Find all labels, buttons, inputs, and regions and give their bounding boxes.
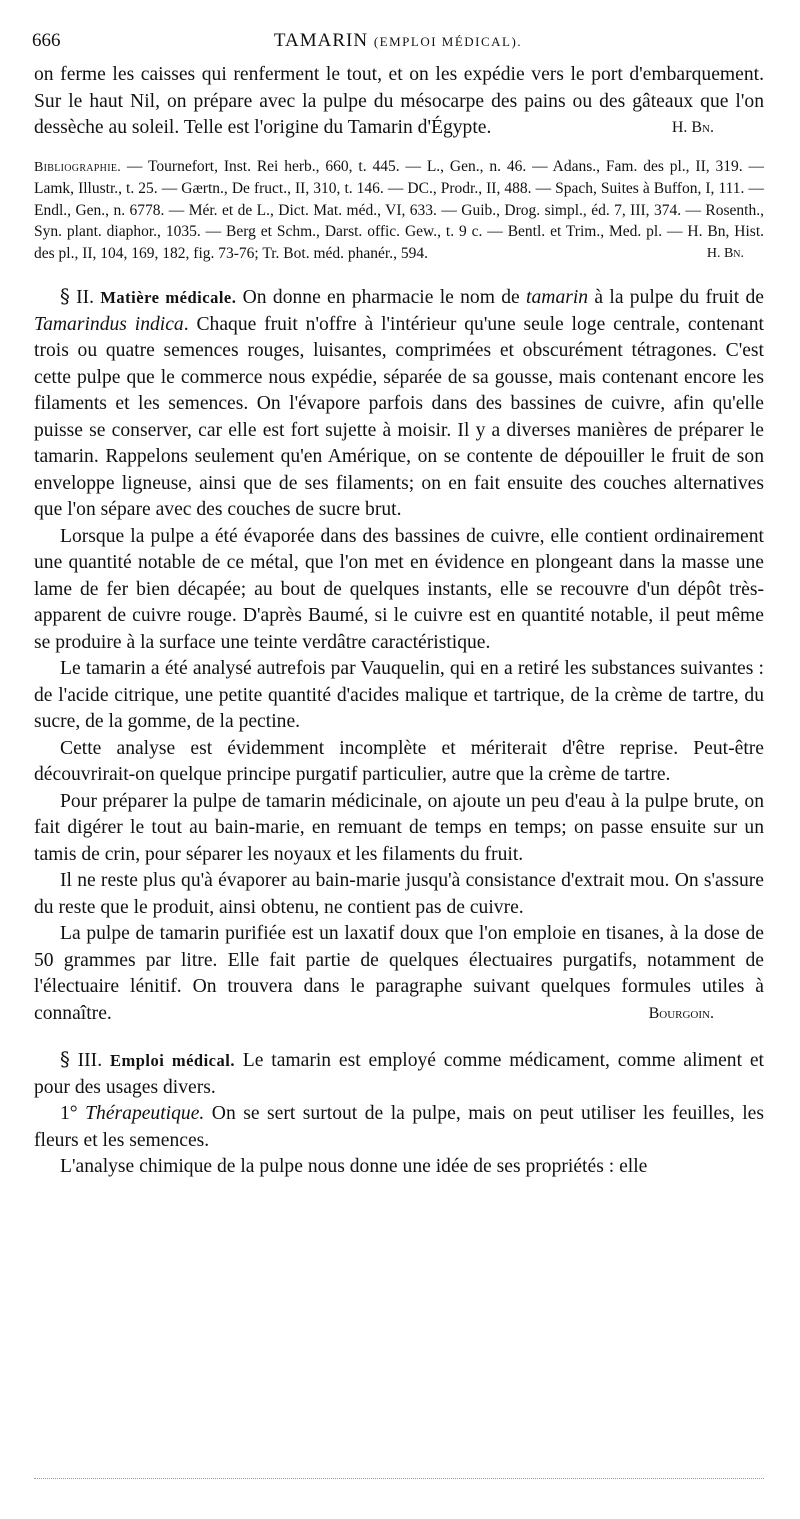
page-body (34, 62, 764, 1181)
section-2-term: tamarin (526, 287, 589, 308)
section-2-paragraph-6: Il ne reste plus qu'à évaporer au bain-marie jusqu'à consistance d'extrait mou. On s'assure du reste que le produit, ainsi obtenu, ne contient pas de cuivre. (34, 870, 764, 918)
section-2-paragraph-2: Lorsque la pulpe a été évaporée dans des bassines de cuivre, elle contient ordinairement une quantité notable de ce métal, que l'on met en évidence en plongeant dans la masse une lame de fer bien décapée; au bout de quelques instants, elle se recouvre d'un dépôt très-apparent de cuivre rouge. D'après Baumé, si le cuivre est en quantité notable, il peut même se produire à la surface une teinte verdâtre caractéristique. (34, 525, 764, 653)
section-2-heading: Matière médicale. (100, 288, 237, 307)
section-3-paragraph-2 (34, 1101, 764, 1154)
section-3-heading: Emploi médical. (109, 1051, 235, 1070)
section-2-paragraph-3: Le tamarin a été analysé autrefois par Vauquelin, qui en a retiré les substances suivantes : de l'acide citrique, une petite quantité d'acides malique et tartrique, de la crème de tartre, du sucre, de la gomme, de la pectine. (34, 658, 764, 732)
section-2-paragraph-7 (34, 921, 764, 1027)
section-2-text-c: . Chaque fruit n'offre à l'intérieur qu'une seule loge centrale, contenant trois ou quatre semences rouges, luisantes, comprimées et obscurément tétragones. C'est cette pulpe que le commerce nous expédie, séparée de sa gousse, mais contenant encore les filaments et les semences. On l'évapore parfois dans des bassines de cuivre, afin qu'elle puisse se conserver, car elle est fort sujette à moisir. Il y a diverses manières de préparer le tamarin. Rappelons seulement qu'en Amérique, on se contente de dépouiller le fruit de son enveloppe ligneuse, ainsi que de ses filaments; on en fait ensuite des couches alternatives que l'on sépare avec des couches de sucre brut. (34, 313, 764, 520)
section-2-numeral: II. (76, 287, 95, 308)
section-2-paragraph-7-text: La pulpe de tamarin purifiée est un laxatif doux que l'on emploie en tisanes, à la dose de 50 grammes par litre. Elle fait partie de quelques électuaires purgatifs, notamment de l'électuaire lénitif. On trouvera dans le paragraphe suivant quelques formules utiles à connaître. (34, 923, 764, 1024)
section-3-paragraph-1 (34, 1047, 764, 1101)
bibliography-signature: H. Bn. (706, 245, 744, 261)
section-3-numeral: III. (77, 1050, 103, 1071)
intro-paragraph (34, 62, 764, 142)
running-title (32, 30, 764, 52)
bibliography-label: Bibliographie. (34, 159, 122, 175)
footer-rule (34, 1478, 764, 1479)
running-title-main: TAMARIN (273, 30, 369, 51)
running-title-sub: (EMPLOI MÉDICAL). (373, 34, 523, 49)
bibliography (34, 156, 764, 265)
section-2-paragraph-4: Cette analyse est évidemment incomplète et mériterait d'être reprise. Peut-être découvrirait-on quelque principe purgatif particulier, autre que la crème de tartre. (34, 737, 764, 785)
bibliography-text: — Tournefort, Inst. Rei herb., 660, t. 445. — L., Gen., n. 46. — Adans., Fam. des pl., II, 319. — Lamk, Illustr., t. 25. — Gærtn., De fruct., II, 310, t. 146. — DC., Prodr., II, 488. — Spach, Suites à Buffon, I, 111. — Endl., Gen., n. 6778. — Mér. et de L., Dict. Mat. méd., VI, 633. — Guib., Drog. simpl., éd. 7, III, 374. — Rosenth., Syn. plant. diaphor., 1035. — Berg et Schm., Darst. offic. Gew., t. 9 c. — Bentl. et Trim., Med. pl. — H. Bn, Hist. des pl., II, 104, 169, 182, fig. 73-76; Tr. Bot. méd. phanér., 594. (34, 157, 764, 262)
section-2-signature: Bourgoin. (648, 1004, 714, 1022)
running-header (32, 24, 764, 54)
section-sigil: § (60, 285, 70, 308)
subsection-number: 1° (60, 1103, 78, 1124)
section-2-text-b: à la pulpe du fruit de (588, 287, 765, 308)
page-number: 666 (32, 30, 61, 51)
section-2-paragraph-5: Pour préparer la pulpe de tamarin médicinale, on ajoute un peu d'eau à la pulpe brute, on fait digérer le tout au bain-marie, en remuant de temps en temps; on passe ensuite sur un tamis de crin, pour séparer les noyaux et les filaments du fruit. (34, 790, 764, 865)
section-3-paragraph-3: L'analyse chimique de la pulpe nous donne une idée de ses propriétés : elle (60, 1156, 648, 1177)
subsection-text: On se sert surtout de la pulpe, mais on peut utiliser les feuilles, les fleurs et les semences. (34, 1103, 764, 1151)
section-sigil: § (60, 1048, 70, 1071)
section-3-text: Le tamarin est employé comme médicament, comme aliment et pour des usages divers. (34, 1050, 764, 1098)
section-2-text-a: On donne en pharmacie le nom de (236, 287, 527, 308)
section-2-paragraph-1 (34, 284, 764, 524)
intro-signature: H. Bn. (671, 119, 714, 136)
section-2-species: Tamarindus indica (34, 313, 184, 335)
subsection-title: Thérapeutique. (85, 1103, 205, 1124)
intro-text: on ferme les caisses qui renferment le tout, et on les expédie vers le port d'embarquement. Sur le haut Nil, on prépare avec la pulpe du mésocarpe des pains ou des gâteaux que l'on dessèche au soleil. Telle est l'origine du Tamarin d'Égypte. (34, 64, 764, 138)
